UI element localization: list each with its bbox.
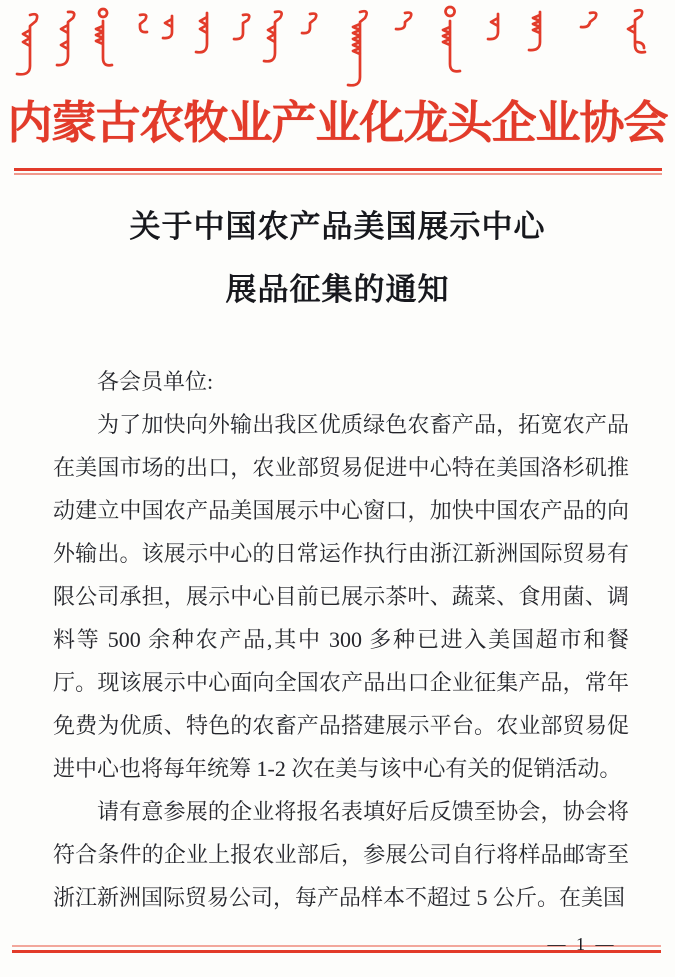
divider-thick-line: [14, 168, 662, 171]
document-title-line1: 关于中国农产品美国展示中心: [129, 209, 546, 244]
notice-paragraph-2: 请有意参展的企业将报名表填好后反馈至协会，协会将符合条件的企业上报农业部后，参展公司自行将样品邮寄至浙江新洲国际贸易公司，每产品样本不超过 5 公斤。在美国: [53, 799, 629, 910]
salutation: 各会员单位:: [97, 369, 214, 394]
document-title-line2: 展品征集的通知: [225, 272, 450, 307]
document-body: [53, 360, 629, 919]
divider-thin-line: [14, 173, 662, 175]
mongolian-script-banner: [0, 0, 675, 96]
page-number: — 1 —: [547, 934, 617, 954]
organization-name: 内蒙古农牧业产业化龙头企业协会: [7, 98, 668, 148]
mongolian-script-icon: [0, 0, 675, 96]
notice-paragraph-1: 为了加快向外输出我区优质绿色农畜产品，拓宽农产品在美国市场的出口，农业部贸易促进中心特在美国洛杉矶推动建立中国农产品美国展示中心窗口，加快中国农产品的向外输出。该展示中心的日常运作执行由浙江新洲国际贸易有限公司承担，展示中心目前已展示茶叶、蔬菜、食用菌、调料等 500 余种农产品,其中 300 多种已进入美国超市和餐厅。现该展示中心面向全国农产品出口企业征集产品，常年免费为优质、特色的农畜产品搭建展示平台。农业部贸易促进中心也将每年统筹 1-2 次在美与该中心有关的促销活动。: [53, 412, 629, 781]
letterhead-divider: [14, 168, 662, 177]
